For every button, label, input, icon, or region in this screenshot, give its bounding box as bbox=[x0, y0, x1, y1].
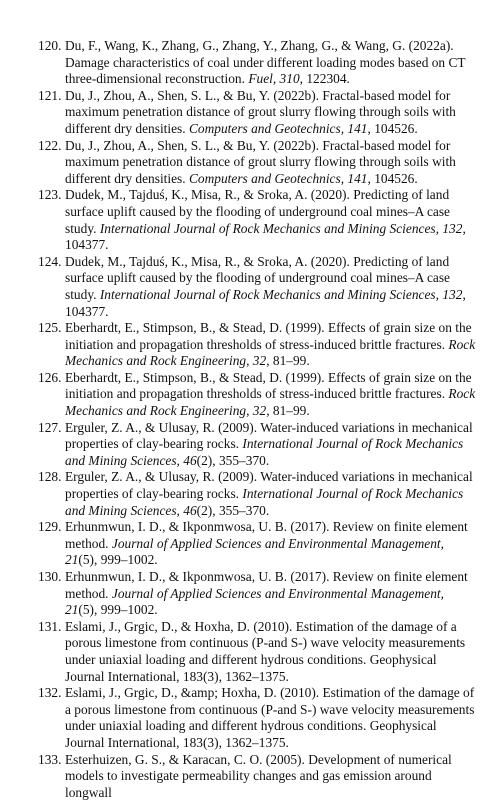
reference-number: 129. bbox=[38, 519, 62, 535]
reference-list bbox=[38, 38, 476, 801]
reference-text-segment: (5), 999–1002. bbox=[78, 602, 158, 618]
reference-source-italic: Computers and Geotechnics, 141 bbox=[188, 170, 368, 186]
reference-number: 132. bbox=[38, 685, 62, 701]
reference-text bbox=[65, 38, 476, 88]
reference-text-segment: Eberhardt, E., Stimpson, B., & Stead, D. (1999). Effects of grain size on the initiation and propagation thresholds of stress-induced brittle fractures. bbox=[65, 369, 472, 402]
reference-number: 126. bbox=[38, 369, 62, 385]
reference-entry bbox=[38, 320, 476, 370]
reference-text-segment: Du, J., Zhou, A., Shen, S. L., & Bu, Y. (2022b). Fractal-based model for maximum penetration distance of grout slurry flowing through soils with different dry densities. bbox=[65, 137, 456, 186]
reference-text-segment: (2), 355–370. bbox=[196, 502, 270, 518]
reference-text-segment: , 122304. bbox=[299, 71, 350, 87]
reference-source-italic: International Journal of Rock Mechanics and Mining Sciences, 46 bbox=[65, 436, 464, 468]
reference-text-segment: Eberhardt, E., Stimpson, B., & Stead, D. (1999). Effects of grain size on the initiation and propagation thresholds of stress-induced brittle fractures. bbox=[65, 320, 472, 352]
reference-number: 124. bbox=[38, 253, 62, 269]
reference-text bbox=[65, 88, 476, 138]
reference-text bbox=[65, 519, 476, 569]
reference-number: 122. bbox=[38, 137, 62, 153]
reference-text-segment: Erguler, Z. A., & Ulusay, R. (2009). Water-induced variations in mechanical properties of clay-bearing rocks. bbox=[65, 469, 473, 502]
reference-number: 120. bbox=[38, 38, 62, 53]
reference-text-segment: , 104526. bbox=[367, 170, 418, 186]
reference-text-segment: Du, J., Zhou, A., Shen, S. L., & Bu, Y. (2022b). Fractal-based model for maximum penetration distance of grout slurry flowing through soils with different dry densities. bbox=[65, 87, 456, 136]
reference-entry bbox=[38, 619, 476, 685]
reference-text-segment: Eslami, J., Grgic, D., & Hoxha, D. (2010). Estimation of the damage of a porous limestone from continuous (P-and S-) wave velocity measurements under uniaxial loading and different hydrous conditions. Geophysical Journal International, 183(3), 1362–1375. bbox=[65, 618, 466, 684]
reference-number: 128. bbox=[38, 469, 62, 485]
reference-text bbox=[65, 569, 476, 619]
reference-text-segment: Erhunmwun, I. D., & Ikponmwosa, U. B. (2017). Review on finite element method. bbox=[65, 519, 468, 551]
reference-text-segment: Dudek, M., Tajduś, K., Misa, R., & Sroka, A. (2020). Predicting of land surface uplift caused by the flooding of underground coal mines–A case study. bbox=[65, 253, 450, 302]
reference-text-segment: , 81–99. bbox=[266, 353, 310, 369]
reference-source-italic: Journal of Applied Sciences and Environmental Management, 21 bbox=[65, 535, 444, 568]
reference-text-segment: Eslami, J., Grgic, D., &amp; Hoxha, D. (2010). Estimation of the damage of a porous limestone from continuous (P-and S-) wave velocity measurements under uniaxial loading and different hydrous conditions. Geophysical Journal International, 183(3), 1362–1375. bbox=[65, 685, 475, 750]
reference-text-segment: Erhunmwun, I. D., & Ikponmwosa, U. B. (2017). Review on finite element method. bbox=[65, 569, 468, 601]
reference-text-segment: , 104377. bbox=[65, 220, 466, 253]
reference-text bbox=[65, 420, 476, 470]
reference-source-italic: Fuel, 310 bbox=[248, 71, 300, 87]
reference-text-segment: (2), 355–370. bbox=[196, 452, 270, 468]
reference-text bbox=[65, 685, 476, 751]
reference-text bbox=[65, 469, 476, 519]
reference-source-italic: Computers and Geotechnics, 141 bbox=[188, 120, 368, 136]
reference-text-segment: Dudek, M., Tajduś, K., Misa, R., & Sroka, A. (2020). Predicting of land surface uplift caused by the flooding of underground coal mines–A case study. bbox=[65, 187, 450, 236]
reference-number: 130. bbox=[38, 569, 62, 584]
reference-entry bbox=[38, 254, 476, 320]
reference-entry bbox=[38, 138, 476, 188]
reference-entry bbox=[38, 569, 476, 619]
reference-text-segment: Du, F., Wang, K., Zhang, G., Zhang, Y., Zhang, G., & Wang, G. (2022a). Damage characteristics of coal under different loading modes based on CT three-dimensional reconstruction. bbox=[65, 38, 466, 87]
reference-entry bbox=[38, 519, 476, 569]
reference-text bbox=[65, 370, 476, 420]
reference-number: 133. bbox=[38, 751, 62, 767]
reference-source-italic: International Journal of Rock Mechanics and Mining Sciences, 132 bbox=[99, 286, 463, 302]
reference-source-italic: Journal of Applied Sciences and Environmental Management, 21 bbox=[65, 585, 444, 618]
reference-text bbox=[65, 254, 476, 320]
reference-entry bbox=[38, 88, 476, 138]
reference-text-segment: , 104377. bbox=[65, 286, 466, 319]
reference-number: 127. bbox=[38, 419, 62, 435]
reference-text-segment: , 81–99. bbox=[266, 403, 310, 419]
reference-source-italic: International Journal of Rock Mechanics and Mining Sciences, 132 bbox=[99, 220, 463, 236]
reference-entry bbox=[38, 685, 476, 751]
reference-entry bbox=[38, 752, 476, 801]
reference-source-italic: Rock Mechanics and Rock Engineering, 32 bbox=[65, 386, 476, 419]
reference-number: 121. bbox=[38, 87, 62, 103]
reference-entry bbox=[38, 370, 476, 420]
reference-text bbox=[65, 187, 476, 253]
reference-number: 125. bbox=[38, 320, 62, 336]
reference-entry bbox=[38, 187, 476, 253]
reference-source-italic: International Journal of Rock Mechanics and Mining Sciences, 46 bbox=[65, 486, 464, 518]
reference-entry bbox=[38, 469, 476, 519]
reference-text bbox=[65, 320, 476, 370]
reference-text-segment: Erguler, Z. A., & Ulusay, R. (2009). Water-induced variations in mechanical properties of clay-bearing rocks. bbox=[65, 419, 473, 452]
reference-text bbox=[65, 138, 476, 188]
reference-text-segment: (5), 999–1002. bbox=[78, 552, 158, 568]
reference-entry bbox=[38, 38, 476, 88]
reference-number: 131. bbox=[38, 618, 62, 634]
reference-text-segment: Esterhuizen, G. S., & Karacan, C. O. (2005). Development of numerical models to investigate permeability changes and gas emission around longwall bbox=[65, 751, 452, 800]
reference-text bbox=[65, 619, 476, 685]
reference-text bbox=[65, 752, 476, 801]
reference-number: 123. bbox=[38, 187, 62, 203]
reference-text-segment: , 104526. bbox=[367, 120, 418, 136]
reference-entry bbox=[38, 420, 476, 470]
reference-source-italic: Rock Mechanics and Rock Engineering, 32 bbox=[65, 336, 476, 369]
